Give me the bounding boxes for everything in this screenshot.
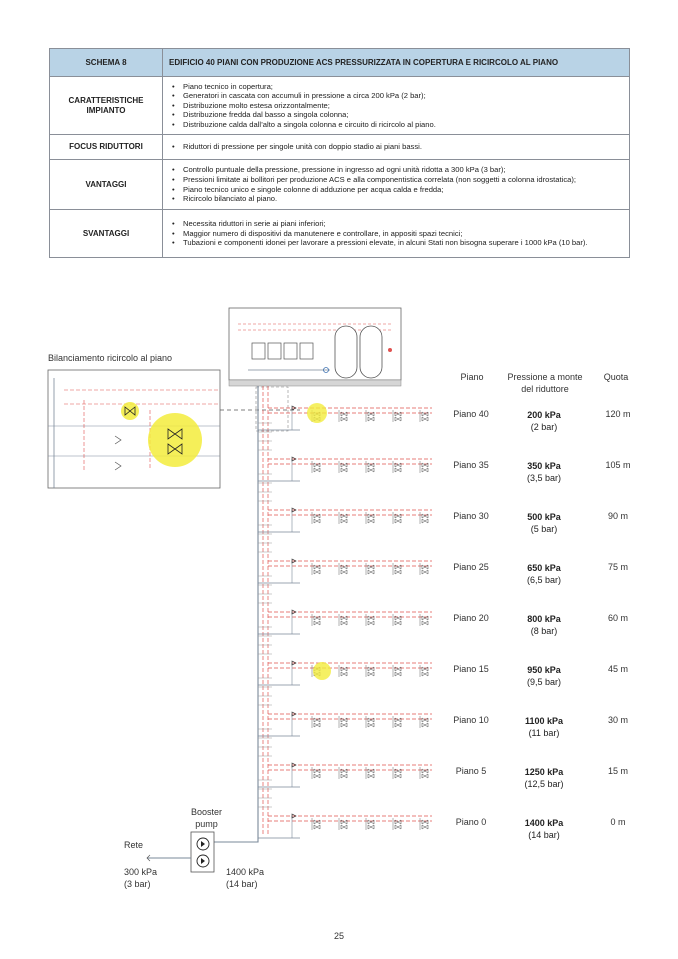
column-header-piano: Piano	[460, 372, 484, 382]
list-item: • Necessita riduttori in serie ai piani inferiori;	[183, 219, 623, 229]
floor-branch	[258, 610, 432, 654]
booster-pump-label	[191, 806, 222, 830]
floor-branch	[258, 814, 432, 838]
row-content	[163, 135, 630, 160]
row-content	[163, 210, 630, 258]
floor-bar: (5 bar)	[530, 524, 558, 534]
table-header-row	[50, 49, 630, 77]
out-bar: (14 bar)	[226, 879, 258, 889]
floor-kpa: 1100 kPa	[524, 716, 564, 726]
list-item: • Generatori in cascata con accumuli in pressione a circa 200 kPa (2 bar);	[183, 91, 623, 101]
list-item: • Piano tecnico unico e singole colonne di adduzione per acqua calda e fredda;	[183, 185, 623, 195]
floor-pressure-label	[506, 715, 582, 739]
floor-piano-label: Piano 10	[453, 715, 489, 725]
highlight-floor-15	[313, 662, 331, 680]
floor-pressure-label	[506, 817, 582, 841]
row-label: SVANTAGGI	[50, 210, 163, 258]
column-header-pressione: Pressione a monte del riduttore	[507, 372, 583, 394]
floor-piano-label: Piano 15	[453, 664, 489, 674]
floor-pressure-label	[506, 766, 582, 790]
floor-quota-label: 105 m	[605, 460, 631, 470]
list-item: • Controllo puntuale della pressione, pressione in ingresso ad ogni unità ridotta a 300 kPa (3 bar);	[183, 165, 623, 175]
floor-branches	[258, 406, 432, 838]
floor-branch	[258, 508, 432, 552]
floor-pressure-label	[506, 664, 582, 688]
column-header-quota: Quota	[603, 372, 629, 382]
risers	[202, 386, 268, 842]
schema-label: SCHEMA 8	[50, 49, 163, 77]
floor-kpa: 650 kPa	[527, 563, 561, 573]
floor-branch	[258, 559, 432, 603]
list-item: • Distribuzione fredda dal basso a singola colonna;	[183, 110, 623, 120]
rete-label: Rete	[124, 840, 144, 850]
floor-branch	[258, 712, 432, 756]
floor-piano-label: Piano 0	[455, 817, 487, 827]
highlight-floor-40	[307, 403, 327, 423]
floor-bar: (11 bar)	[528, 728, 560, 738]
floor-kpa: 950 kPa	[527, 665, 561, 675]
floor-quota-label: 45 m	[607, 664, 628, 674]
list-item: • Maggior numero di dispositivi da manutenere e controllare, in appositi spazi tecnici;	[183, 229, 623, 239]
list-item: • Piano tecnico in copertura;	[183, 82, 623, 92]
floor-bar: (8 bar)	[530, 626, 558, 636]
floor-bar: (14 bar)	[528, 830, 560, 840]
out-kpa: 1400 kPa	[226, 867, 265, 877]
table-row	[50, 160, 630, 210]
floor-bar: (2 bar)	[530, 422, 558, 432]
roof-plant	[229, 308, 401, 386]
rete-kpa: 300 kPa	[124, 867, 158, 877]
list-item: • Pressioni limitate ai bollitori per produzione ACS e alla componentistica correlata (non soggetti a colonna idrostatica);	[183, 175, 623, 185]
page-number: 25	[333, 931, 344, 941]
floor-quota-label: 60 m	[607, 613, 628, 623]
rete-bar: (3 bar)	[124, 879, 151, 889]
pressure-reducer-icon	[125, 407, 182, 454]
booster-label-line: pump	[195, 819, 218, 829]
floor-branch	[258, 406, 432, 450]
floor-pressure-label	[506, 613, 582, 637]
floor-piano-label: Piano 20	[453, 613, 489, 623]
floor-kpa: 800 kPa	[527, 614, 561, 624]
schema-table	[49, 48, 630, 258]
floor-quota-label: 0 m	[610, 817, 626, 827]
boiler-icon	[252, 343, 313, 359]
table-row	[50, 77, 630, 135]
booster-pump	[191, 832, 214, 872]
row-content	[163, 77, 630, 135]
floor-quota-label: 30 m	[607, 715, 628, 725]
row-label: CARATTERISTICHE IMPIANTO	[50, 77, 163, 135]
floor-piano-label: Piano 25	[453, 562, 489, 572]
floor-piano-label: Piano 30	[453, 511, 489, 521]
list-item: • Ricircolo bilanciato al piano.	[183, 194, 623, 204]
floor-kpa: 500 kPa	[527, 512, 561, 522]
list-item: • Distribuzione calda dall’alto a singola colonna e circuito di ricircolo al piano.	[183, 120, 623, 130]
floor-quota-label: 120 m	[605, 409, 631, 419]
floor-piano-label: Piano 5	[455, 766, 487, 776]
floor-kpa: 1400 kPa	[524, 818, 564, 828]
table-row	[50, 210, 630, 258]
inset-title: Bilanciamento ricircolo al piano	[48, 353, 173, 363]
floor-pressure-label	[506, 460, 582, 484]
floor-branch	[258, 763, 432, 807]
list-item: • Distribuzione molto estesa orizzontalmente;	[183, 101, 623, 111]
floor-bar: (9,5 bar)	[526, 677, 561, 687]
floor-bar: (3,5 bar)	[526, 473, 561, 483]
floor-bar: (6,5 bar)	[526, 575, 561, 585]
booster-out-pressure	[226, 866, 264, 890]
floor-kpa: 350 kPa	[527, 461, 561, 471]
floor-kpa: 200 kPa	[527, 410, 561, 420]
inset-detail	[48, 370, 220, 488]
floor-piano-label: Piano 40	[453, 409, 489, 419]
row-label: FOCUS RIDUTTORI	[50, 135, 163, 160]
row-label: VANTAGGI	[50, 160, 163, 210]
list-item: • Riduttori di pressione per singole unità con doppio stadio ai piani bassi.	[183, 142, 623, 152]
floor-pressure-label	[506, 409, 582, 433]
floor-quota-label: 90 m	[607, 511, 628, 521]
rete-pressure	[124, 866, 157, 890]
booster-label-line: Booster	[191, 807, 223, 817]
floor-branch	[258, 661, 432, 705]
floor-branch	[258, 457, 432, 501]
floor-kpa: 1250 kPa	[524, 767, 564, 777]
floor-pressure-label	[506, 562, 582, 586]
schema-title: EDIFICIO 40 PIANI CON PRODUZIONE ACS PRESSURIZZATA IN COPERTURA E RICIRCOLO AL PIANO	[163, 49, 630, 77]
row-content	[163, 160, 630, 210]
table-row	[50, 135, 630, 160]
floor-bar: (12,5 bar)	[524, 779, 564, 789]
floor-quota-label: 15 m	[607, 766, 628, 776]
floor-piano-label: Piano 35	[453, 460, 489, 470]
floor-quota-label: 75 m	[607, 562, 628, 572]
storage-tank-icon	[335, 326, 382, 378]
floor-pressure-label	[506, 511, 582, 535]
list-item: • Tubazioni e componenti idonei per lavorare a pressioni elevate, in alcuni Stati non bisogna superare i 1000 kPa (10 bar).	[183, 238, 623, 248]
